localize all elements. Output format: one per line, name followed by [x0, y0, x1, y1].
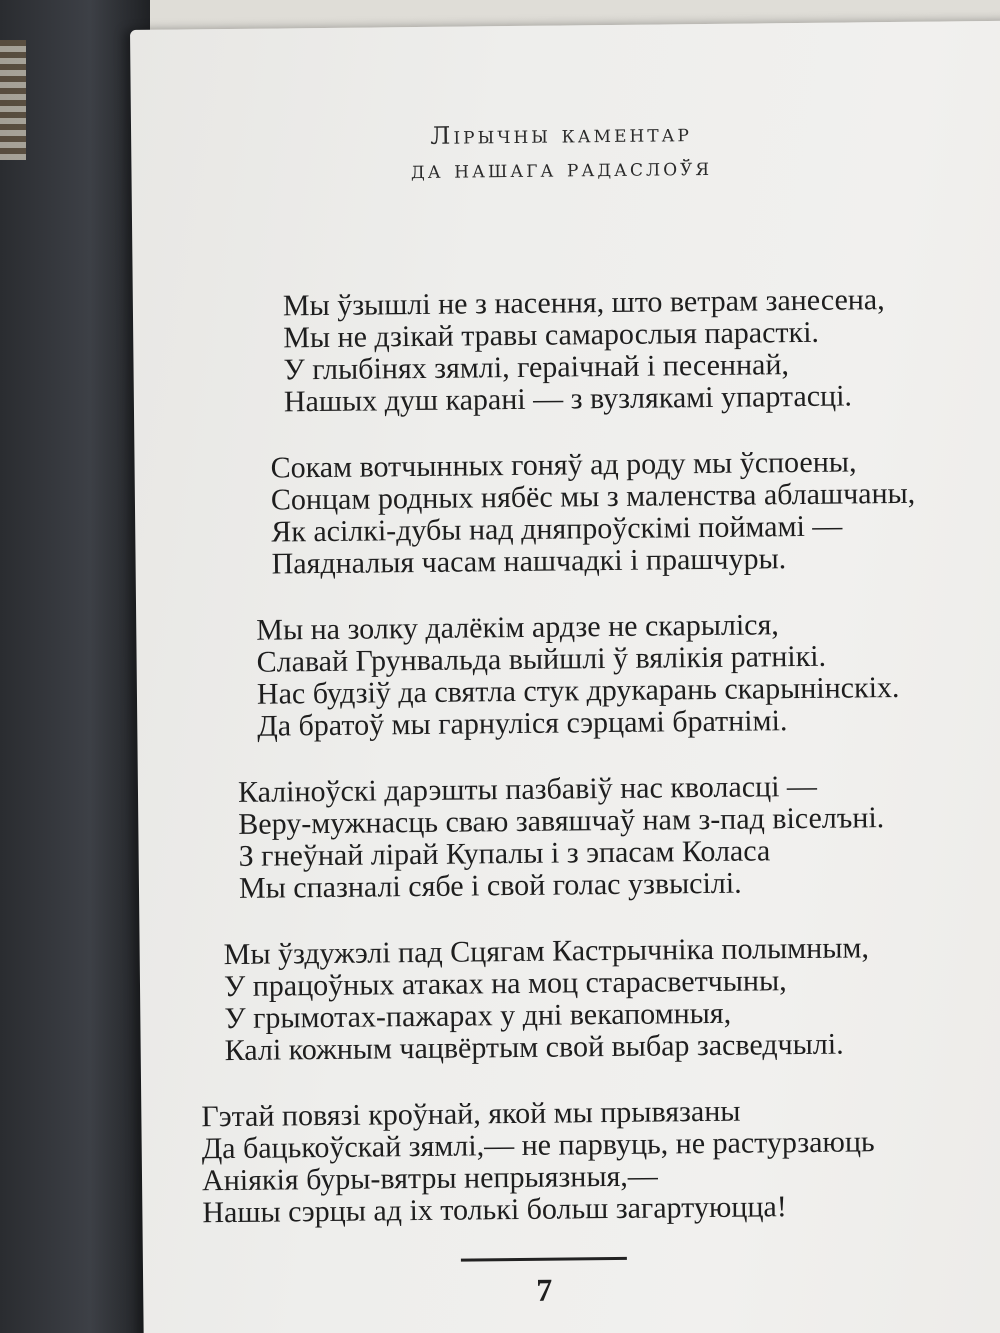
stanza-4	[198, 770, 919, 906]
poem-line: Мы ўздужэлі пад Сцягам Кастрычніка полымным,	[223, 931, 870, 972]
stanza-1	[193, 284, 914, 420]
book-page	[130, 21, 1000, 1333]
book-cover-edge	[0, 0, 150, 1333]
poem-line: Да бацькоўскай зямлі,— не парвуць, не растурзаюць	[201, 1125, 875, 1166]
poem-line: У працоўных атаках на моц старасветчыны,	[223, 964, 787, 1004]
stanza-3	[196, 608, 917, 744]
page-number: 7	[536, 1271, 553, 1308]
stanza-2	[194, 446, 915, 582]
poem-line: Гэтай повязі кроўнай, якой мы прывязаны	[201, 1094, 741, 1134]
poem-line: Калі кожным чацвёртым свой выбар засведчылі.	[224, 1027, 844, 1068]
poem-line: Нас будзіў да святла стук друкарань скарынінскіх.	[256, 670, 900, 711]
poem-line: Каліноўскі дарэшты пазбавіў нас кволасці —	[237, 769, 818, 809]
poem-line: Мы на золку далёкім ардзе не скарыліся,	[256, 608, 779, 647]
poem-line: Сокам вотчынных гоняў ад роду мы ўспоены,	[270, 445, 857, 485]
poem-line: Як асілкі-дубы над дняпроўскімі поймамі —	[271, 509, 843, 549]
poem-line: Да братоў мы гарнуліся сэрцамі братнімі.	[257, 704, 788, 743]
poem-line: Аніякія буры-вятры непрыязныя,—	[201, 1159, 658, 1198]
poem-line: Паядналыя часам нашчадкі і прашчуры.	[271, 542, 787, 581]
stanza-5	[200, 932, 921, 1068]
poem-line: Нашы сэрцы ад іх толькі больш загартуюцца!	[202, 1190, 787, 1230]
poem-title-line-2: да нашага радаслоўя	[410, 152, 713, 185]
page-content	[130, 21, 1000, 1333]
poem-title	[281, 115, 842, 189]
poem-line: Мы ўзышлі не з насення, што ветрам занесена,	[282, 283, 885, 323]
poem-line: У глыбінях зямлі, гераічнай і песеннай,	[283, 348, 790, 387]
page-number-rule	[461, 1257, 627, 1262]
poem-line: З гнеўнай лірай Купалы і з эпасам Коласа	[238, 834, 771, 873]
stanza-6	[201, 1094, 922, 1230]
poem-body	[193, 284, 923, 1263]
poem-line: Сонцам родных нябёс мы з маленства аблашчаны,	[270, 476, 916, 517]
poem-line: Мы не дзікай травы самарослыя парасткі.	[283, 315, 820, 355]
poem-line: Мы спазналі сябе і свой голас узвысілі.	[238, 866, 742, 905]
poem-line: Нашых душ карані — з вузлякамі упартасці.	[283, 379, 853, 419]
poem-line: Веру-мужнасць сваю завяшчаў нам з-пад віселъні.	[238, 801, 885, 841]
poem-line: У грымотах-пажарах у дні векапомныя,	[224, 996, 732, 1036]
poem-title-line-1: Лірычны каментар	[430, 119, 693, 150]
poem-line: Славай Грунвальда выйшлі ў вялікія ратнікі.	[256, 639, 827, 679]
cover-ornament	[0, 40, 26, 160]
